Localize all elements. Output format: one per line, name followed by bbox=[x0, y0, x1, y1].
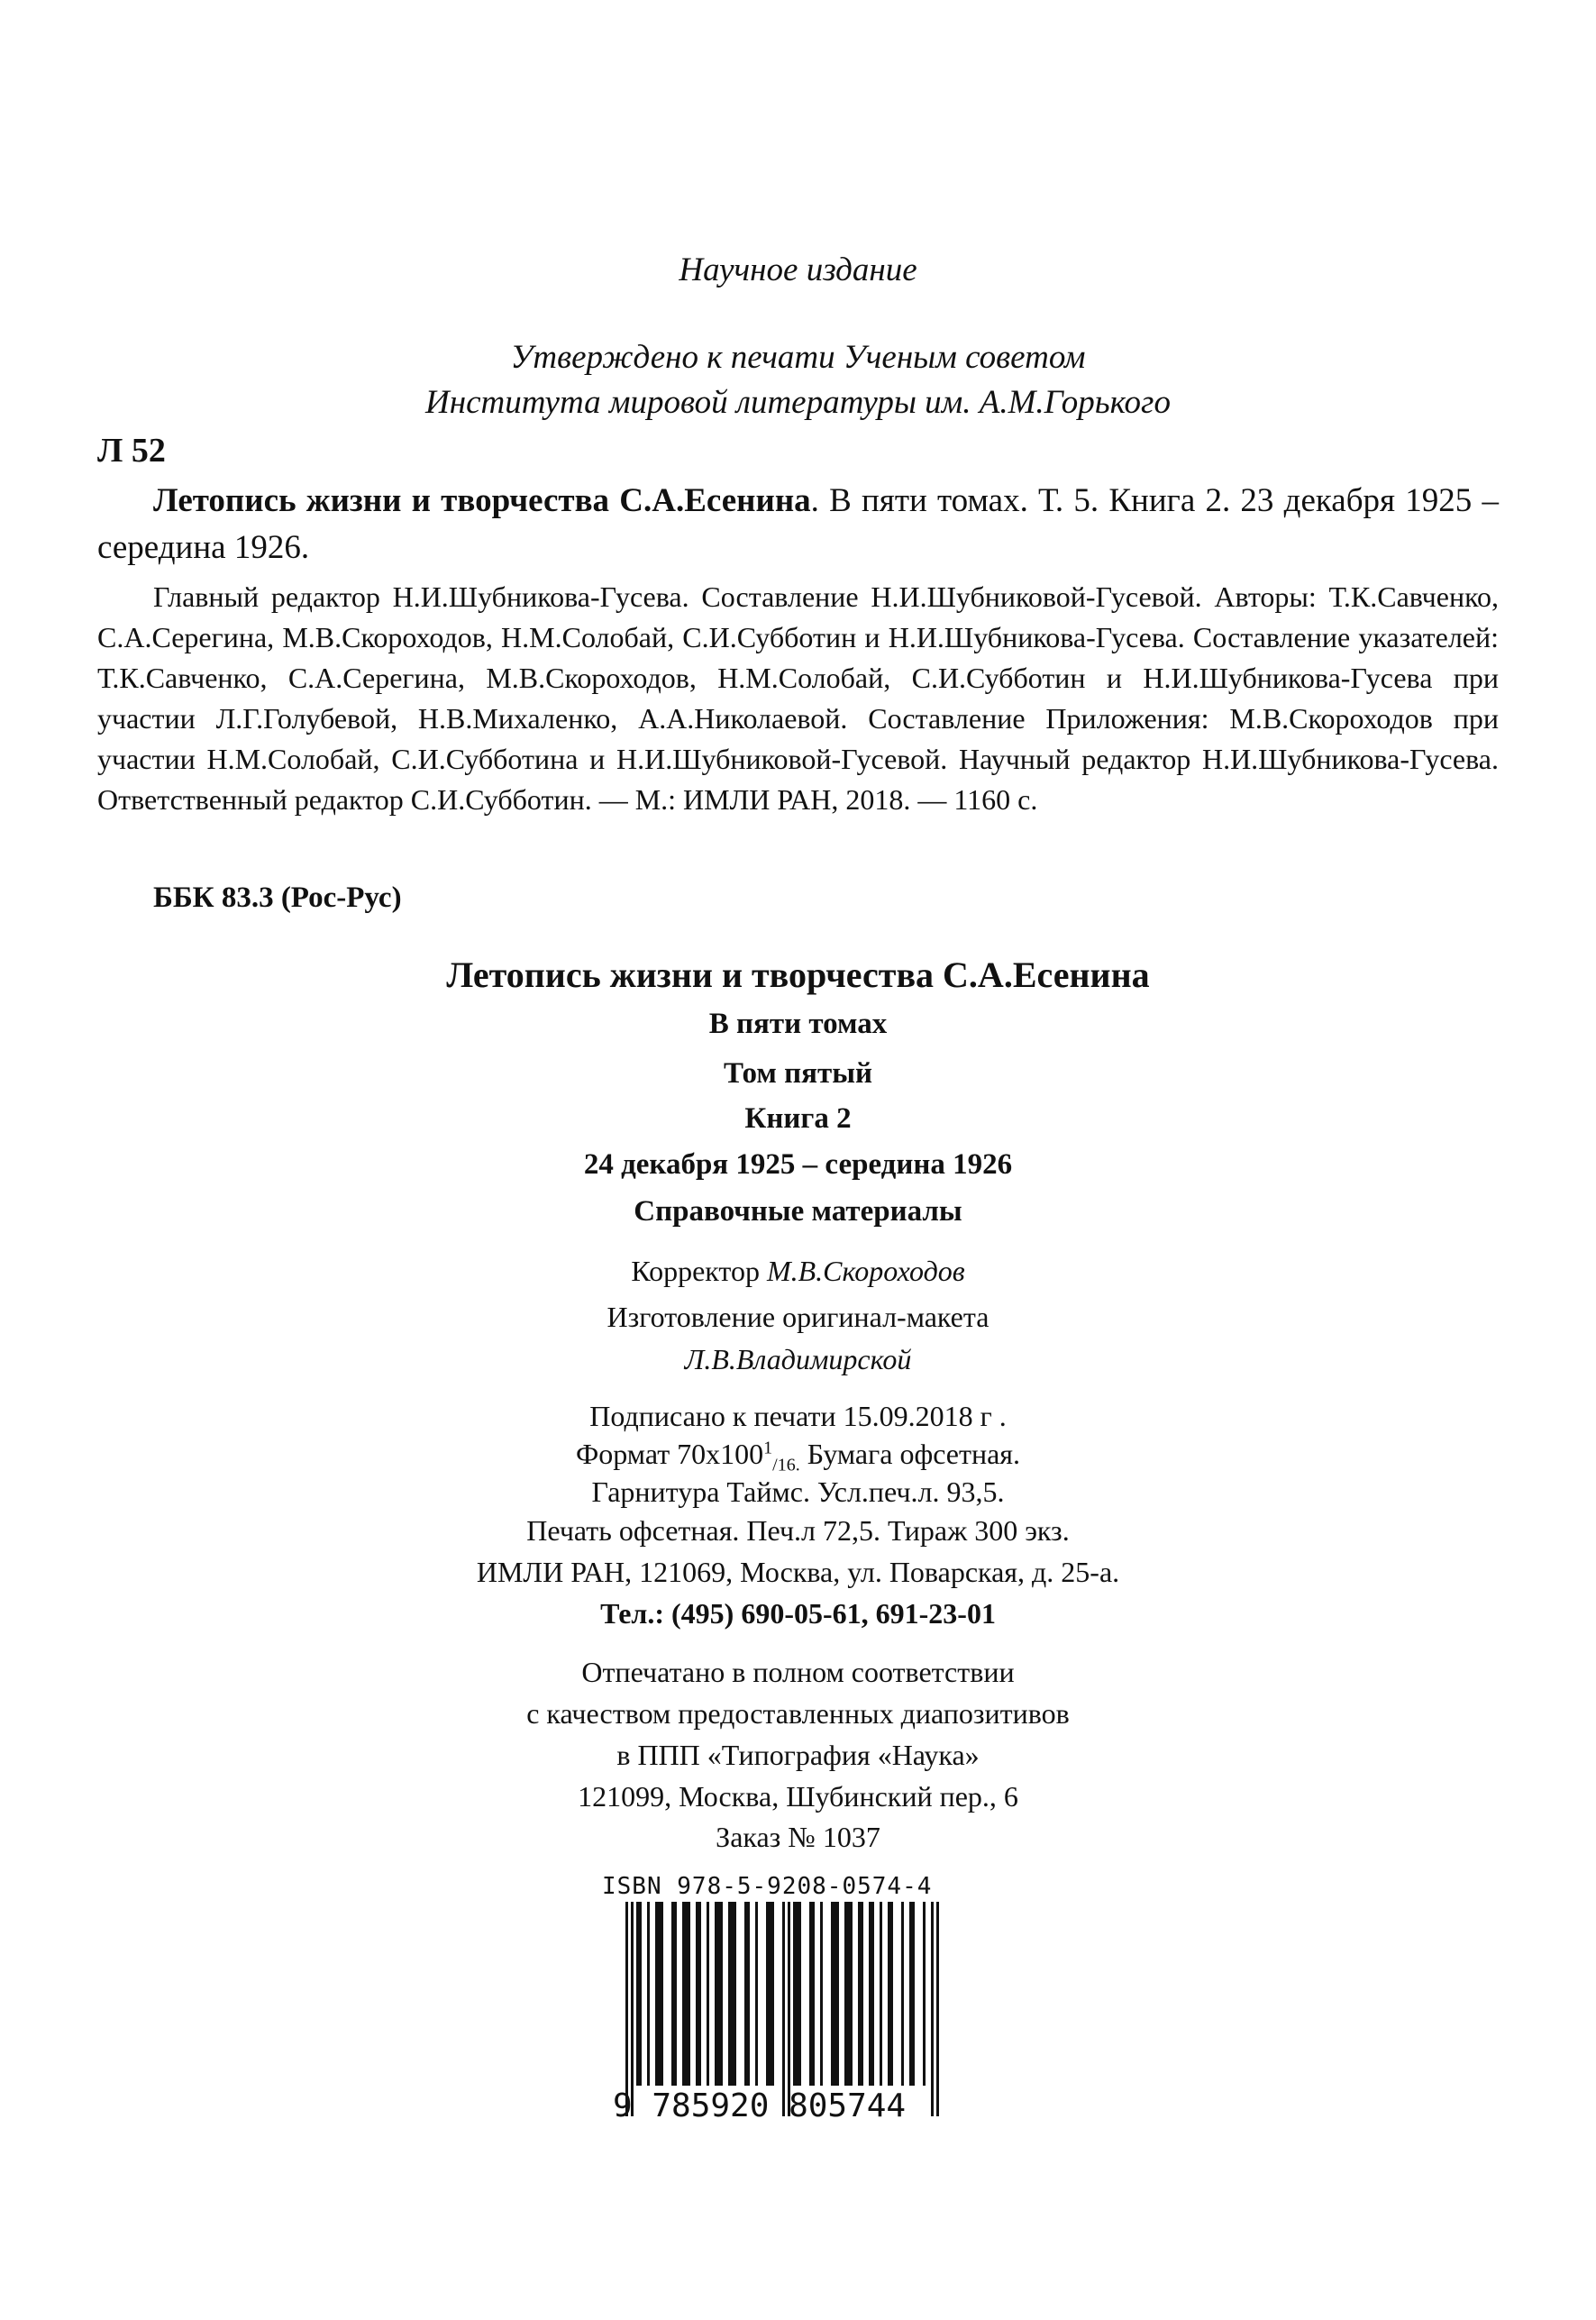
signed-date: Подписано к печати 15.09.2018 г . bbox=[589, 1400, 1007, 1432]
corrector-name: М.В.Скороходов bbox=[766, 1255, 965, 1287]
printed-line-1: Отпечатано в полном соответствии bbox=[581, 1656, 1015, 1688]
approval-line-1: Утверждено к печати Ученым советом bbox=[510, 339, 1086, 376]
format-prefix: Формат 70х100 bbox=[575, 1438, 764, 1470]
format-sub: /16. bbox=[772, 1455, 800, 1475]
catalog-title: Летопись жизни и творчества С.А.Есенина bbox=[153, 482, 811, 519]
format-sup: 1 bbox=[763, 1438, 773, 1458]
approval-line-2: Института мировой литературы им. А.М.Горького bbox=[425, 384, 1171, 421]
volumes-count: В пяти томах bbox=[708, 1008, 888, 1040]
isbn-text: ISBN 978-5-9208-0574-4 bbox=[602, 1873, 933, 1900]
print-line: Печать офсетная. Печ.л 72,5. Тираж 300 экз. bbox=[526, 1514, 1070, 1547]
book-title: Летопись жизни и творчества С.А.Есенина bbox=[446, 954, 1150, 995]
book-number: Книга 2 bbox=[744, 1102, 852, 1135]
layout-label: Изготовление оригинал-макета bbox=[606, 1301, 990, 1333]
catalog-record bbox=[97, 478, 1499, 820]
barcode-icon bbox=[613, 1902, 991, 2116]
catalog-title-rest: . В пяти томах. Т. 5. Книга 2. 23 декабря 1925 – середина 1926. bbox=[97, 482, 1499, 566]
corrector-label: Корректор bbox=[631, 1255, 767, 1287]
font-line: Гарнитура Таймс. Усл.печ.л. 93,5. bbox=[591, 1475, 1005, 1508]
printed-line-4: 121099, Москва, Шубинский пер., 6 bbox=[578, 1780, 1018, 1813]
printed-line-2: с качеством предоставленных диапозитивов bbox=[526, 1697, 1070, 1730]
bbk-code: ББК 83.3 (Рос-Рус) bbox=[153, 881, 402, 914]
barcode-digits: 9 785920 805744 bbox=[613, 2087, 907, 2124]
date-range: 24 декабря 1925 – середина 1926 bbox=[583, 1148, 1013, 1181]
layout-name: Л.В.Владимирской bbox=[684, 1343, 912, 1375]
format-line bbox=[0, 1438, 1596, 1475]
order-number: Заказ № 1037 bbox=[716, 1821, 880, 1853]
catalog-title-paragraph bbox=[97, 478, 1499, 571]
volume-number: Том пятый bbox=[724, 1057, 872, 1090]
publisher-address: ИМЛИ РАН, 121069, Москва, ул. Поварская, д. 25-а. bbox=[476, 1556, 1120, 1588]
corrector-line bbox=[0, 1255, 1596, 1288]
barcode bbox=[613, 1902, 991, 2116]
edition-type: Научное издание bbox=[679, 251, 917, 288]
printed-line-3: в ППП «Типография «Наука» bbox=[616, 1739, 980, 1771]
catalog-credits: Главный редактор Н.И.Шубникова-Гусева. Составление Н.И.Шубниковой-Гусевой. Авторы: Т.К.Савченко, С.А.Серегина, М.В.Скороходов, Н.М.Солобай, С.И.Субботин и Н.И.Шубникова-Гусева. Составление указателей: Т.К.Савченко, С.А.Серегина, М.В.Скороходов, Н.М.Солобай, С.И.Субботин и Н.И.Шубникова-Гусева при участии Л.Г.Голубевой, Н.В.Михаленко, А.А.Николаевой. Составление Приложения: М.В.Скороходов при участии Н.М.Солобай, С.И.Субботина и Н.И.Шубниковой-Гусевой. Научный редактор Н.И.Шубникова-Гусева. Ответственный редактор С.И.Субботин. — М.: ИМЛИ РАН, 2018. — 1160 с. bbox=[97, 580, 1499, 816]
section-title: Справочные материалы bbox=[634, 1195, 962, 1228]
classification-code: Л 52 bbox=[97, 432, 166, 470]
format-suffix: Бумага офсетная. bbox=[799, 1438, 1021, 1470]
publisher-phone: Тел.: (495) 690-05-61, 691-23-01 bbox=[600, 1597, 996, 1630]
